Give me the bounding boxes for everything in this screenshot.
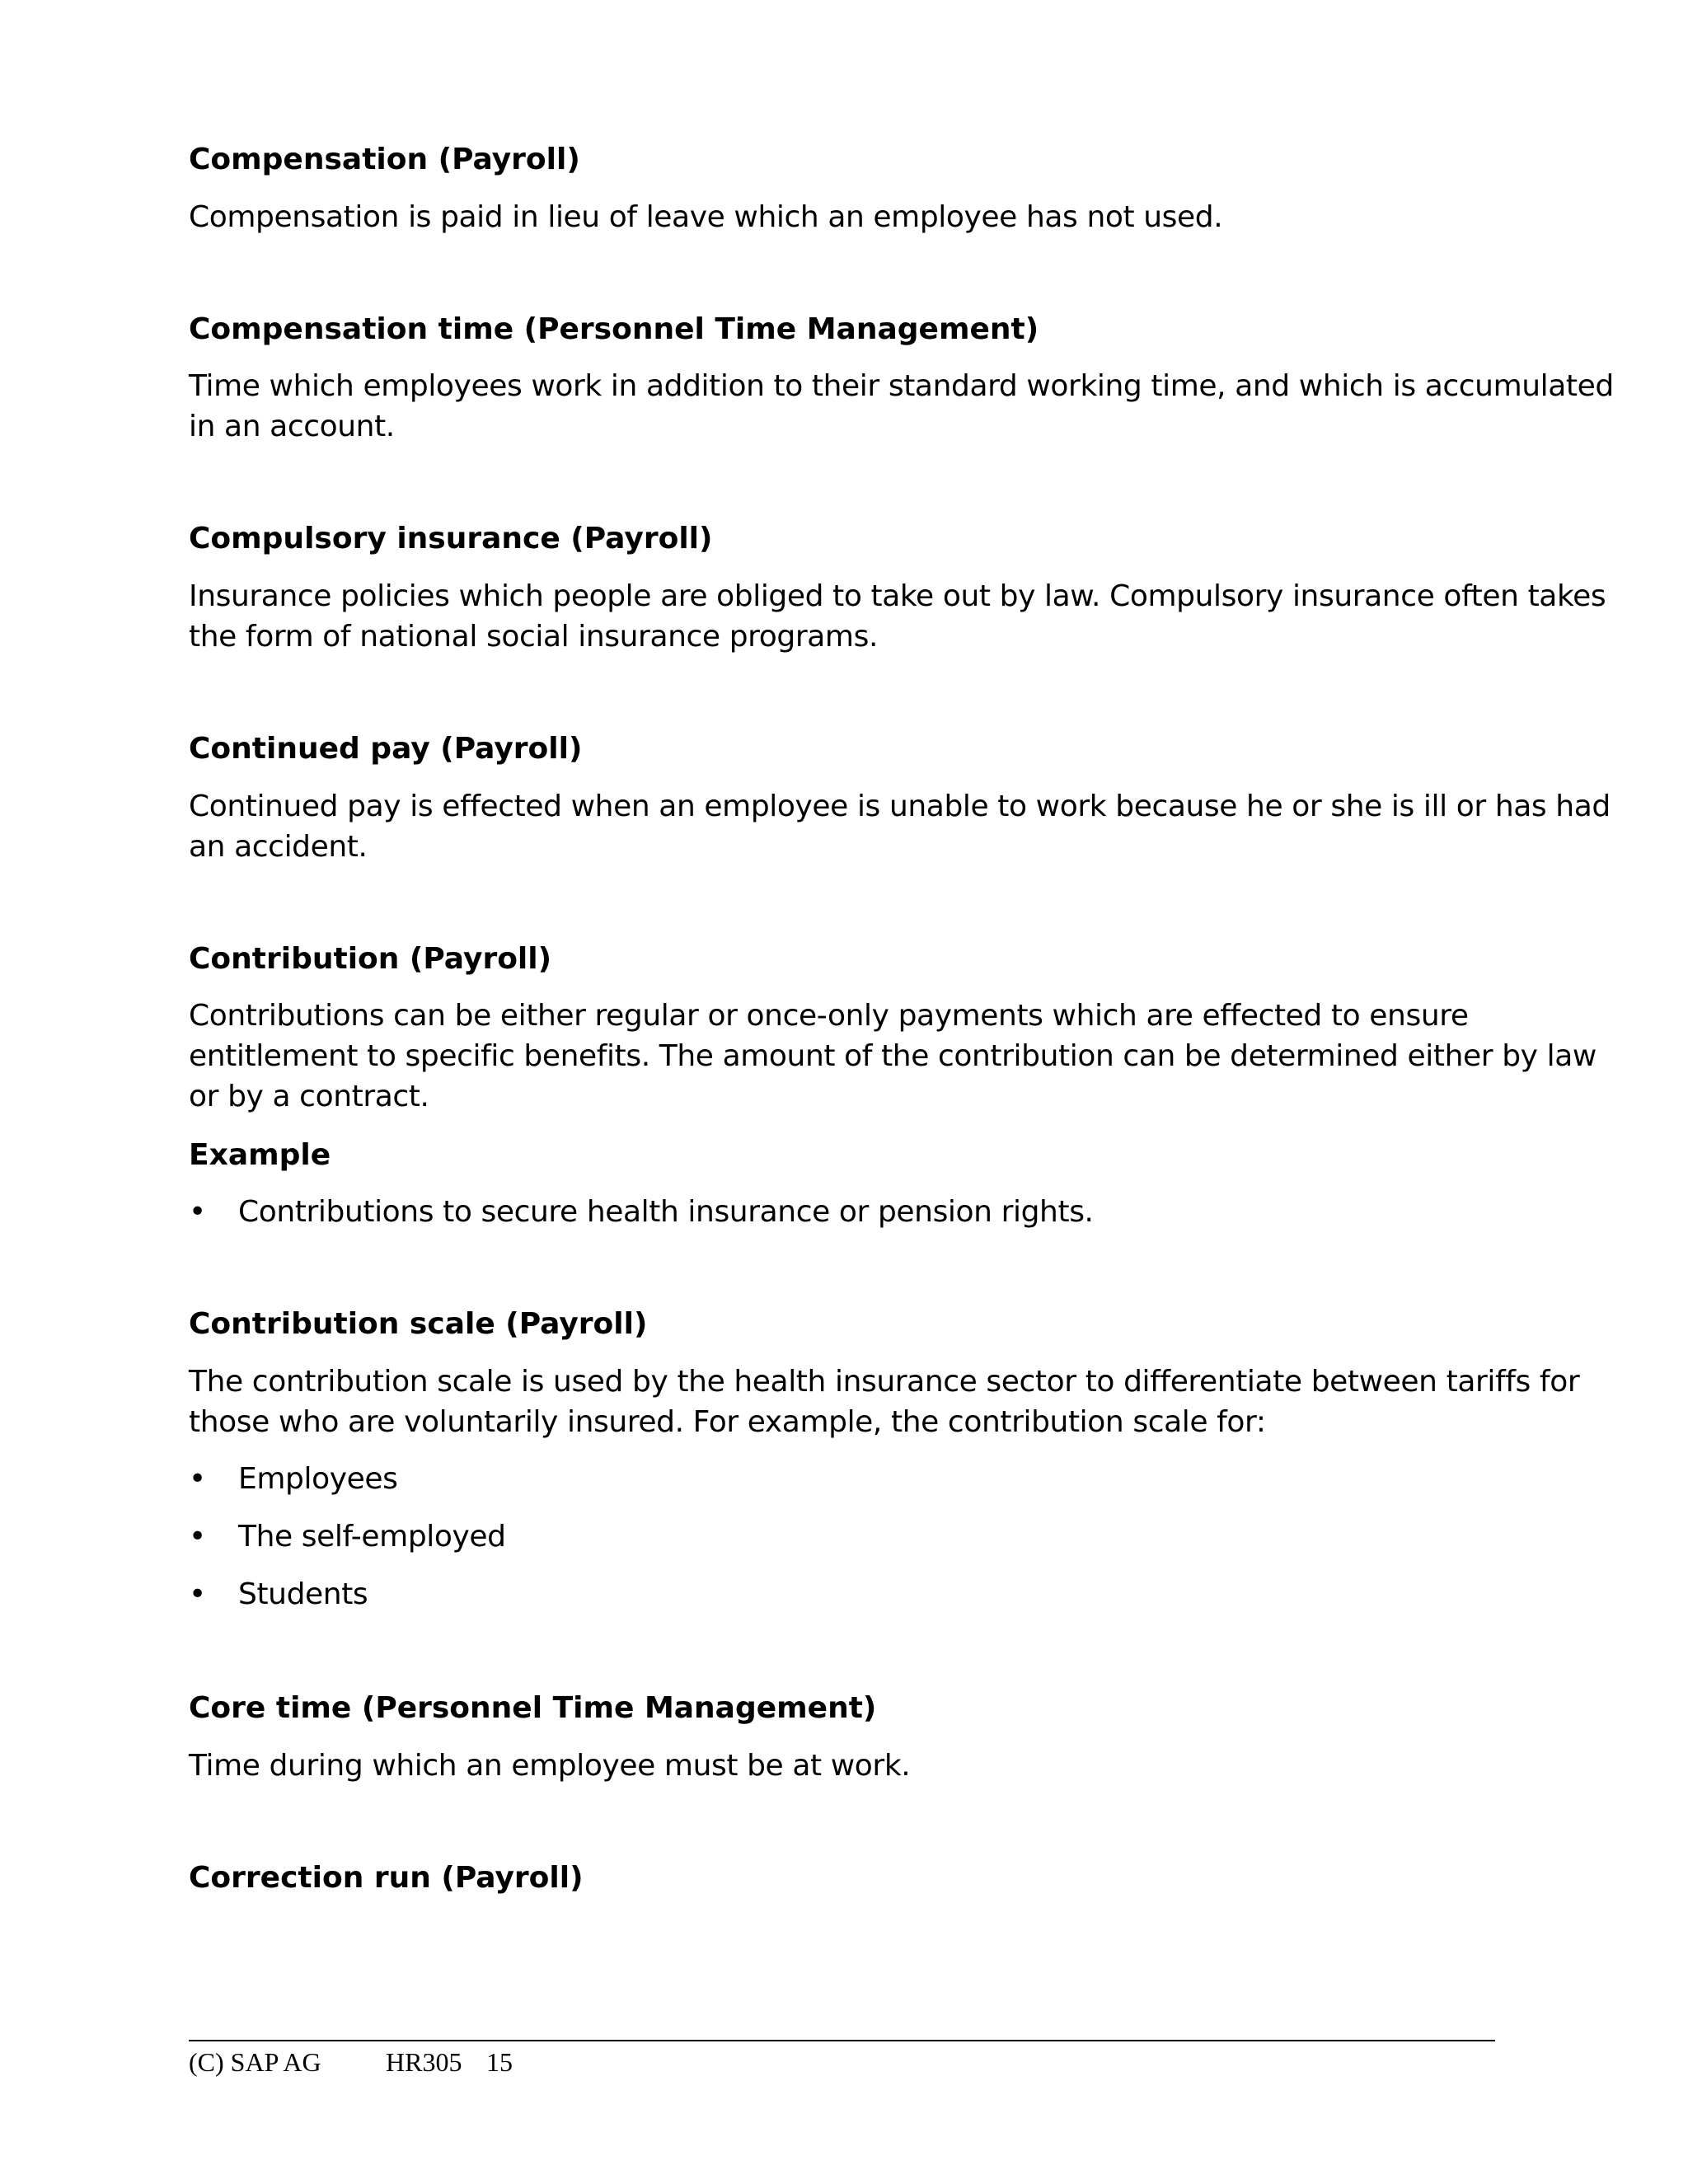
term-heading: Core time (Personnel Time Management) <box>189 1691 877 1725</box>
bullet-mark: • <box>189 1462 207 1496</box>
definition-line: Time which employees work in addition to their standard working time, and which is accumulated <box>189 369 1614 403</box>
bullet-item: Students <box>238 1577 368 1611</box>
term-heading: Contribution (Payroll) <box>189 942 552 976</box>
definition-line: Time during which an employee must be at work. <box>189 1749 911 1783</box>
term-heading: Contribution scale (Payroll) <box>189 1307 648 1341</box>
definition-line: Continued pay is effected when an employee is unable to work because he or she is ill or has had <box>189 790 1611 823</box>
term-heading: Correction run (Payroll) <box>189 1861 584 1895</box>
bullet-item: Contributions to secure health insurance or pension rights. <box>238 1195 1094 1229</box>
bullet-item: The self-employed <box>238 1520 506 1554</box>
definition-line: Contributions can be either regular or once-only payments which are effected to ensure <box>189 999 1469 1033</box>
definition-line: Insurance policies which people are obliged to take out by law. Compulsory insurance often takes <box>189 579 1606 613</box>
definition-line: in an account. <box>189 410 395 443</box>
definition-line: or by a contract. <box>189 1080 429 1113</box>
term-heading: Compensation time (Personnel Time Management) <box>189 312 1039 346</box>
term-heading: Compulsory insurance (Payroll) <box>189 522 713 555</box>
term-heading: Continued pay (Payroll) <box>189 732 583 766</box>
footer-rule <box>189 2040 1495 2041</box>
term-heading: Compensation (Payroll) <box>189 143 580 176</box>
example-subheading: Example <box>189 1138 331 1172</box>
definition-line: The contribution scale is used by the health insurance sector to differentiate between tariffs for <box>189 1365 1580 1399</box>
definition-line: an accident. <box>189 830 368 864</box>
definition-line: the form of national social insurance programs. <box>189 620 878 654</box>
footer-page-number: 15 <box>486 2047 513 2077</box>
bullet-mark: • <box>189 1520 207 1554</box>
definition-line: entitlement to specific benefits. The amount of the contribution can be determined either by law <box>189 1039 1597 1073</box>
definition-line: Compensation is paid in lieu of leave which an employee has not used. <box>189 200 1223 234</box>
bullet-item: Employees <box>238 1462 398 1496</box>
definition-line: those who are voluntarily insured. For example, the contribution scale for: <box>189 1405 1266 1439</box>
footer-copyright: (C) SAP AG <box>189 2047 321 2077</box>
bullet-mark: • <box>189 1195 207 1229</box>
footer-course: HR305 <box>386 2047 462 2077</box>
bullet-mark: • <box>189 1577 207 1611</box>
